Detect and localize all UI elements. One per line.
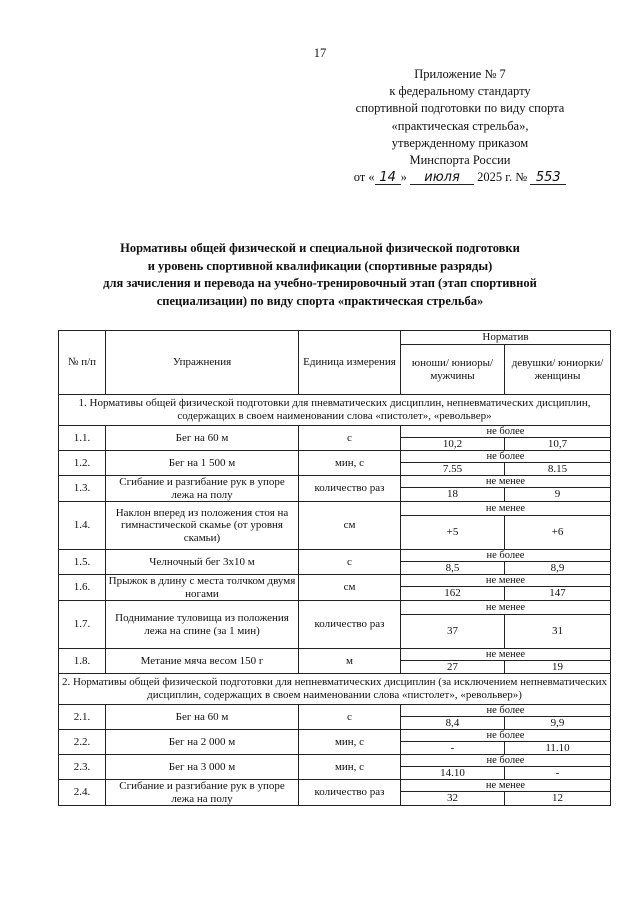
unit-of-measure: количество раз (299, 780, 401, 806)
norm-condition: не менее (401, 502, 611, 516)
header-unit: Единица измерения (299, 331, 401, 395)
exercise-name: Челночный бег 3x10 м (106, 550, 299, 575)
title-line: и уровень спортивной квалификации (спортивные разряды) (147, 258, 493, 273)
unit-of-measure: количество раз (299, 476, 401, 502)
order-year: 2025 г. № (477, 170, 528, 185)
table-row (59, 649, 611, 661)
exercise-name: Бег на 60 м (106, 426, 299, 451)
unit-of-measure: мин, с (299, 755, 401, 780)
row-number: 1.2. (59, 451, 106, 476)
header-num: № п/п (59, 331, 106, 395)
date-prefix: от « (353, 170, 375, 185)
norm-boys-value: 27 (401, 661, 505, 674)
norm-girls-value: 9 (505, 488, 611, 502)
table-row (59, 502, 611, 516)
unit-of-measure: количество раз (299, 601, 401, 649)
handwritten-month: июля (410, 171, 474, 185)
norm-girls-value: 8.15 (505, 463, 611, 476)
appendix-line: утвержденному приказом (391, 135, 529, 150)
title-line: для зачисления и перевода на учебно-тренировочный этап (этап спортивной (103, 276, 537, 290)
norm-girls-value: 147 (505, 587, 611, 601)
norm-boys-value: 37 (401, 615, 505, 649)
row-number: 1.3. (59, 476, 106, 502)
exercise-name: Поднимание туловища из положения лежа на спине (за 1 мин) (106, 601, 299, 649)
norm-boys-value: 162 (401, 587, 505, 601)
row-number: 1.8. (59, 649, 106, 674)
handwritten-order-number: 553 (530, 171, 566, 185)
exercise-name: Наклон вперед из положения стоя на гимнастической скамье (от уровня скамьи) (106, 502, 299, 550)
order-date-line (335, 169, 585, 186)
exercise-name: Сгибание и разгибание рук в упоре лежа на полу (106, 476, 299, 502)
header-boys: юноши/ юниоры/ мужчины (401, 345, 505, 395)
norm-condition: не более (401, 550, 611, 562)
norm-condition: не менее (401, 649, 611, 661)
handwritten-day: 14 (375, 171, 401, 185)
exercise-name: Сгибание и разгибание рук в упоре лежа на полу (106, 780, 299, 806)
page-number: 17 (313, 46, 327, 60)
appendix-line: Минспорта России (409, 153, 511, 168)
row-number: 2.3. (59, 755, 106, 780)
row-number: 1.7. (59, 601, 106, 649)
norm-boys-value: 8,5 (401, 562, 505, 575)
norm-condition: не менее (401, 601, 611, 615)
unit-of-measure: с (299, 426, 401, 451)
norm-girls-value: 9,9 (505, 717, 611, 730)
section-heading: 2. Нормативы общей физической подготовки для непневматических дисциплин (за исключением непневматических дисциплин, содержащих в своем наименовании слова «пистолет», «револьвер») (59, 674, 611, 705)
row-number: 2.1. (59, 705, 106, 730)
unit-of-measure: см (299, 502, 401, 550)
date-close: » (400, 170, 407, 185)
norm-boys-value: +5 (401, 516, 505, 550)
unit-of-measure: м (299, 649, 401, 674)
appendix-line: спортивной подготовки по виду спорта (355, 101, 565, 116)
unit-of-measure: с (299, 550, 401, 575)
exercise-name: Бег на 2 000 м (106, 730, 299, 755)
norm-boys-value: - (401, 742, 505, 755)
appendix-line: Приложение № 7 (414, 67, 506, 81)
exercise-name: Бег на 3 000 м (106, 755, 299, 780)
table-row (59, 730, 611, 742)
exercise-name: Бег на 1 500 м (106, 451, 299, 476)
norm-girls-value: 19 (505, 661, 611, 674)
row-number: 2.4. (59, 780, 106, 806)
norm-condition: не более (401, 426, 611, 438)
appendix-line: «практическая стрельба», (391, 118, 529, 133)
norm-boys-value: 10,2 (401, 438, 505, 451)
norm-boys-value: 14.10 (401, 767, 505, 780)
norm-girls-value: - (505, 767, 611, 780)
header-girls: девушки/ юниорки/ женщины (505, 345, 611, 395)
row-number: 1.5. (59, 550, 106, 575)
norm-condition: не более (401, 730, 611, 742)
table-row (59, 601, 611, 615)
table-row (59, 550, 611, 562)
norm-boys-value: 32 (401, 792, 505, 806)
table-row (59, 476, 611, 488)
row-number: 1.1. (59, 426, 106, 451)
unit-of-measure: мин, с (299, 730, 401, 755)
appendix-line: к федеральному стандарту (389, 84, 531, 99)
unit-of-measure: мин, с (299, 451, 401, 476)
exercise-name: Метание мяча весом 150 г (106, 649, 299, 674)
norm-condition: не более (401, 705, 611, 717)
norm-girls-value: 10,7 (505, 438, 611, 451)
table-row (59, 755, 611, 767)
header-exercise: Упражнения (106, 331, 299, 395)
norm-condition: не менее (401, 780, 611, 792)
row-number: 1.4. (59, 502, 106, 550)
norm-girls-value: 8,9 (505, 562, 611, 575)
section-heading: 1. Нормативы общей физической подготовки для пневматических дисциплин, непневматических дисциплин, содержащих в своем наименовании слова «пистолет», «револьвер» (59, 395, 611, 426)
exercise-name: Прыжок в длину с места толчком двумя ногами (106, 575, 299, 601)
norm-girls-value: +6 (505, 516, 611, 550)
norm-boys-value: 18 (401, 488, 505, 502)
standards-table (58, 330, 611, 806)
norm-condition: не более (401, 755, 611, 767)
title-line: Нормативы общей физической и специальной физической подготовки (120, 241, 520, 255)
table-row (59, 451, 611, 463)
appendix-block (335, 66, 585, 186)
norm-girls-value: 11.10 (505, 742, 611, 755)
norm-boys-value: 8,4 (401, 717, 505, 730)
row-number: 2.2. (59, 730, 106, 755)
unit-of-measure: см (299, 575, 401, 601)
unit-of-measure: с (299, 705, 401, 730)
header-norm: Норматив (401, 331, 611, 345)
table-row (59, 705, 611, 717)
norm-condition: не более (401, 451, 611, 463)
norm-boys-value: 7.55 (401, 463, 505, 476)
row-number: 1.6. (59, 575, 106, 601)
title-line: специализации) по виду спорта «практическая стрельба» (156, 293, 484, 308)
table-row (59, 575, 611, 587)
table-row (59, 780, 611, 792)
norm-condition: не менее (401, 575, 611, 587)
document-title (40, 240, 600, 310)
exercise-name: Бег на 60 м (106, 705, 299, 730)
norm-condition: не менее (401, 476, 611, 488)
norm-girls-value: 31 (505, 615, 611, 649)
table-row (59, 426, 611, 438)
norm-girls-value: 12 (505, 792, 611, 806)
